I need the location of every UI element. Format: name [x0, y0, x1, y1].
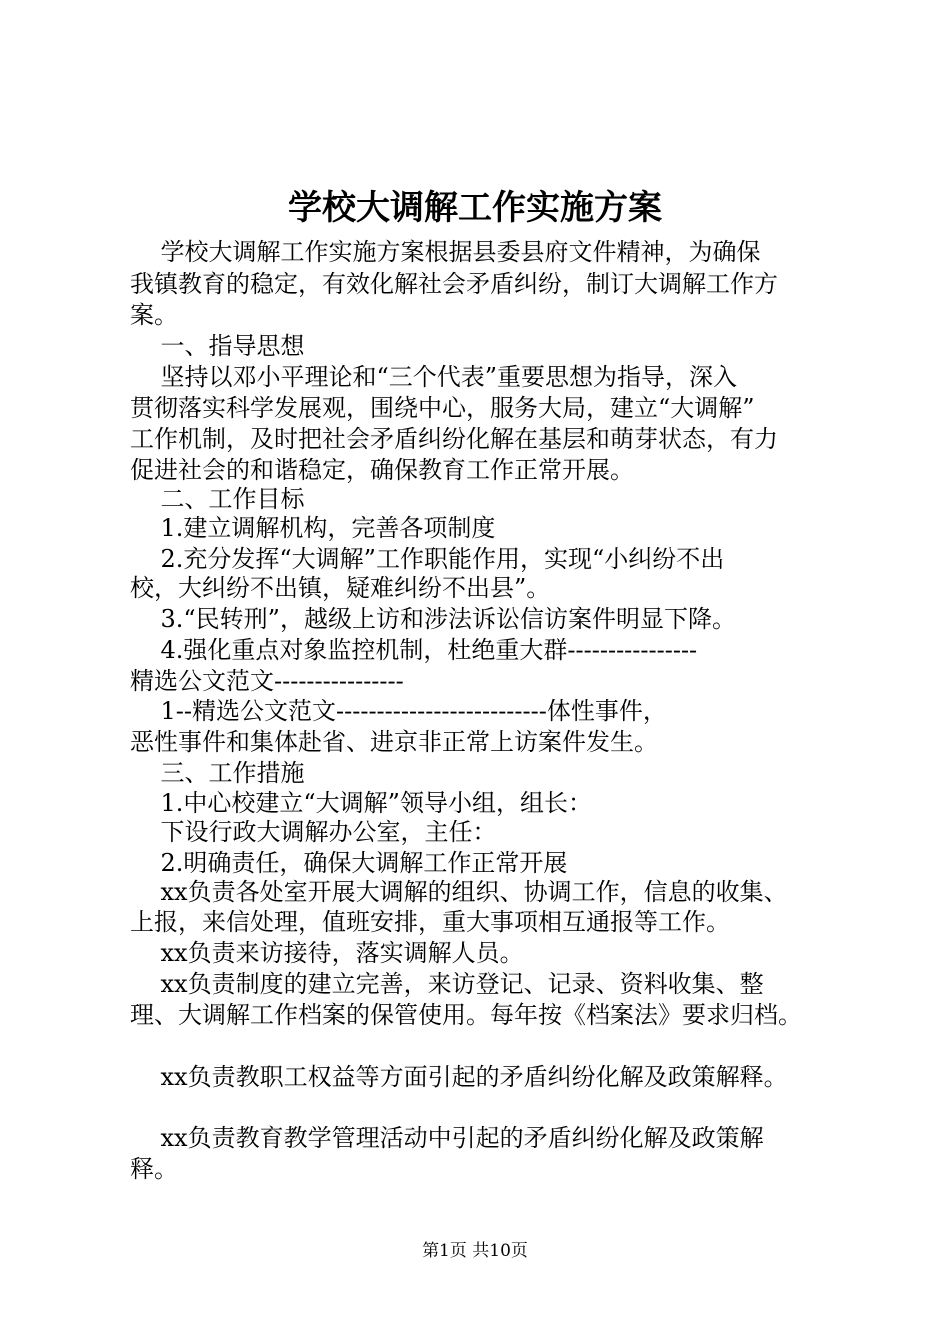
body-line: 恶性事件和集体赴省、进京非正常上访案件发生。 — [130, 728, 658, 756]
body-line: 下设行政大调解办公室，主任： — [130, 818, 497, 846]
body-line: 校，大纠纷不出镇，疑难纠纷不出县”。 — [130, 574, 551, 602]
list-item: 2.充分发挥“大调解”工作职能作用，实现“小纠纷不出 — [130, 545, 725, 573]
page-number: 第1页 共10页 — [422, 1241, 528, 1261]
body-line: xx负责来访接待，落实调解人员。 — [130, 939, 524, 967]
body-line: 释。 — [130, 1155, 178, 1183]
body-line: xx负责教职工权益等方面引起的矛盾纠纷化解及政策解释。 — [130, 1063, 788, 1091]
section-heading: 三、工作措施 — [130, 759, 305, 787]
body-line: 上报，来信处理，值班安排，重大事项相互通报等工作。 — [130, 908, 730, 936]
list-item: 4.强化重点对象监控机制，杜绝重大群---------------- — [130, 636, 698, 664]
body-line: 案。 — [130, 301, 178, 329]
body-line: 工作机制，及时把社会矛盾纠纷化解在基层和萌芽状态，有力 — [130, 425, 778, 453]
document-title: 学校大调解工作实施方案 — [288, 188, 662, 228]
section-heading: 二、工作目标 — [130, 485, 305, 513]
body-line: 贯彻落实科学发展观，围绕中心，服务大局，建立“大调解” — [130, 394, 755, 422]
body-line: 学校大调解工作实施方案根据县委县府文件精神，为确保 — [130, 238, 761, 266]
body-line: 我镇教育的稳定，有效化解社会矛盾纠纷，制订大调解工作方 — [130, 270, 778, 298]
list-item: 1.建立调解机构，完善各项制度 — [130, 514, 496, 542]
body-line: xx负责制度的建立完善，来访登记、记录、资料收集、整 — [130, 970, 764, 998]
section-heading: 一、指导思想 — [130, 332, 305, 360]
body-line: xx负责各处室开展大调解的组织、协调工作，信息的收集、 — [130, 878, 788, 906]
body-line: xx负责教育教学管理活动中引起的矛盾纠纷化解及政策解 — [130, 1124, 764, 1152]
list-item: 1.中心校建立“大调解”领导小组，组长： — [130, 789, 592, 817]
list-item: 3.“民转刑”，越级上访和涉法诉讼信访案件明显下降。 — [130, 605, 736, 633]
body-line: 1--精选公文范文--------------------------体性事件， — [130, 697, 667, 725]
body-line: 精选公文范文---------------- — [130, 667, 404, 695]
body-line: 理、大调解工作档案的保管使用。每年按《档案法》要求归档。 — [130, 1001, 802, 1029]
body-line: 促进社会的和谐稳定，确保教育工作正常开展。 — [130, 456, 634, 484]
list-item: 2.明确责任，确保大调解工作正常开展 — [130, 849, 568, 877]
body-line: 坚持以邓小平理论和“三个代表”重要思想为指导，深入 — [130, 363, 738, 391]
